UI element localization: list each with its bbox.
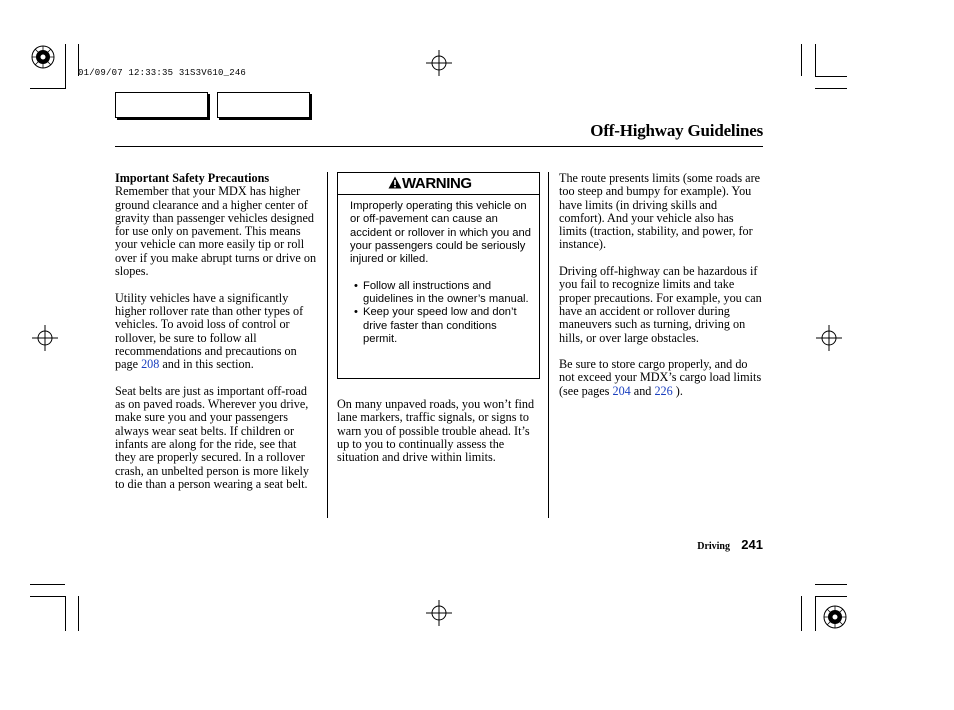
page-title: Off-Highway Guidelines xyxy=(590,121,763,140)
column-divider xyxy=(327,172,328,518)
section-tab-box xyxy=(217,92,310,118)
column-divider xyxy=(548,172,549,518)
warning-body xyxy=(350,200,532,346)
page-link[interactable]: 204 xyxy=(612,383,631,398)
warning-label: WARNING xyxy=(402,175,472,192)
registration-target-icon xyxy=(30,44,56,70)
header-rule xyxy=(115,146,763,147)
paragraph: Driving off-highway can be hazardous if you fail to recognize limits and take proper precautions. For example, you can have an accident or rollover during maneuvers such as turning, driving on hills, or over large obstacles. xyxy=(559,264,762,345)
warning-bullet: • Keep your speed low and don’t drive faster than conditions permit. xyxy=(354,306,517,345)
print-stamp: 01/09/07 12:33:35 31S3V610_246 xyxy=(78,68,247,78)
warning-bullet: • Follow all instructions and guidelines in the owner’s manual. xyxy=(354,279,529,306)
paragraph: Seat belts are just as important off-road as on paved roads. Wherever you drive, make sure you and your passengers always wear seat belts. If children or infants are along for the ride, see that they are properly secured. In a rollover crash, an unbelted person is more likely to die than a person wearing a seat belt. xyxy=(115,383,309,491)
warning-triangle-icon xyxy=(388,176,402,189)
column-middle xyxy=(337,398,541,478)
page-link[interactable]: 208 xyxy=(141,357,160,372)
section-tab-box xyxy=(115,92,208,118)
crosshair-icon xyxy=(426,600,452,626)
paragraph: Be sure to store cargo properly, and do not exceed your MDX’s cargo load limits (see pages 204 and 226 ). xyxy=(559,357,762,398)
registration-target-icon xyxy=(822,604,848,630)
paragraph: On many unpaved roads, you won’t find lane markers, traffic signals, or signs to warn you of possible trouble ahead. It’s up to you to continually assess the situation and drive within limits. xyxy=(337,397,535,465)
paragraph: The route presents limits (some roads are too steep and bumpy for example). You have limits (in driving skills and comfort). And your vehicle also has limits (traction, stability, and power, for instance). xyxy=(559,171,761,252)
crosshair-icon xyxy=(426,50,452,76)
crosshair-icon xyxy=(816,325,842,351)
paragraph: Utility vehicles have a significantly higher rollover rate than other types of vehicles. To avoid loss of control or rollover, be sure to follow all recommendations and precautions on page 208 and in this section. xyxy=(115,290,304,372)
warning-text: Improperly operating this vehicle on or off-pavement can cause an accident or rollover in which you and your passengers could be seriously injured or killed. xyxy=(350,200,531,266)
section-heading: Important Safety Precautions xyxy=(115,171,270,185)
warning-box xyxy=(337,172,540,379)
column-left xyxy=(115,172,317,504)
footer-section-name: Driving xyxy=(697,541,730,552)
page-link[interactable]: 226 xyxy=(654,383,673,398)
paragraph: Remember that your MDX has higher ground clearance and a higher center of gravity than passenger vehicles designed for use only on pavement. This means your vehicle can more easily tip or roll over if you make abrupt turns or drive on slopes. xyxy=(115,184,317,279)
page-number: 241 xyxy=(741,537,763,552)
warning-header xyxy=(338,173,539,195)
column-right xyxy=(559,172,764,411)
crosshair-icon xyxy=(32,325,58,351)
